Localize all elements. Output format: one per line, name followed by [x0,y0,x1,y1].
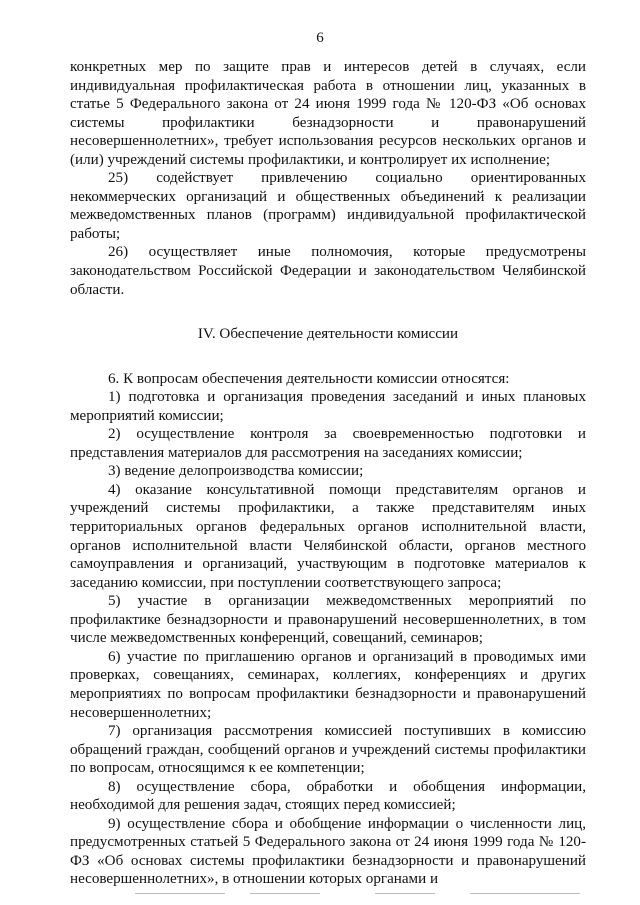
paragraph: 5) участие в организации межведомственных мероприятий по профилактике безнадзорности и правонарушений несовершеннолетних, в том числе межведомственных конференций, совещаний, семинаров; [70,593,586,647]
paragraphs-after-heading [70,370,586,889]
paragraph: 25) содействует привлечению социально ориентированных некоммерческих организаций и общественных объединений к реализации межведомственных планов (программ) индивидуальной профилактической работы; [70,170,586,242]
paragraph: 9) осуществление сбора и обобщение информации о численности лиц, предусмотренных статьей 5 Федерального закона от 24 июня 1999 года № 120-ФЗ «Об основах системы профилактики безнадзорности и правонарушений несовершеннолетних», в отношении которых органами и [70,815,586,888]
paragraph: 6) участие по приглашению органов и организаций в проводимых ими проверках, совещаниях, семинарах, коллегиях, конференциях и других мероприятиях по вопросам профилактики безнадзорности и правонарушений несовершеннолетних; [70,648,586,721]
footer-rule-center-left [250,893,320,894]
paragraph: 6. К вопросам обеспечения деятельности комиссии относятся: [108,370,510,387]
paragraph: 3) ведение делопроизводства комиссии; [108,463,364,480]
page-number: 6 [316,30,324,46]
document-body [70,58,586,889]
paragraph: 26) осуществляет иные полномочия, которые предусмотрены законодательством Российской Федерации и законодательством Челябинской области. [70,244,586,298]
footer-rule-left [135,893,225,894]
paragraphs-before-heading [70,58,586,299]
paragraph: 7) организация рассмотрения комиссией поступивших в комиссию обращений граждан, сообщений органов и учреждений системы профилактики по вопросам, относящимся к ее компетенции; [70,723,586,777]
section-heading: IV. Обеспечение деятельности комиссии [197,326,459,343]
paragraph: 8) осуществление сбора, обработки и обобщения информации, необходимой для решения задач, стоящих перед комиссией; [70,778,586,814]
footer-rule-center-right [375,893,435,894]
paragraph: 4) оказание консультативной помощи представителям органов и учреждений системы профилактики, а также представителям иных территориальных органов федеральных органов исполнительной власти, органов исполнительной власти Челябинской области, органов местного самоуправления и организаций, участвующим в подготовке материалов к заседанию комиссии, при поступлении соответствующего запроса; [70,481,586,591]
paragraph: 1) подготовка и организация проведения заседаний и иных плановых мероприятий комиссии; [70,389,586,424]
footer-rule-right [470,893,580,894]
paragraph: конкретных мер по защите прав и интересов детей в случаях, если индивидуальная профилактическая работа в отношении лиц, указанных в статье 5 Федерального закона от 24 июня 1999 года № 120-ФЗ «Об основах системы профилактики безнадзорности и правонарушений несовершеннолетних», требует использования ресурсов нескольких органов и (или) учреждений системы профилактики, и контролирует их исполнение; [70,59,586,168]
paragraph: 2) осуществление контроля за своевременностью подготовки и представления материалов для рассмотрения на заседаниях комиссии; [70,426,586,461]
